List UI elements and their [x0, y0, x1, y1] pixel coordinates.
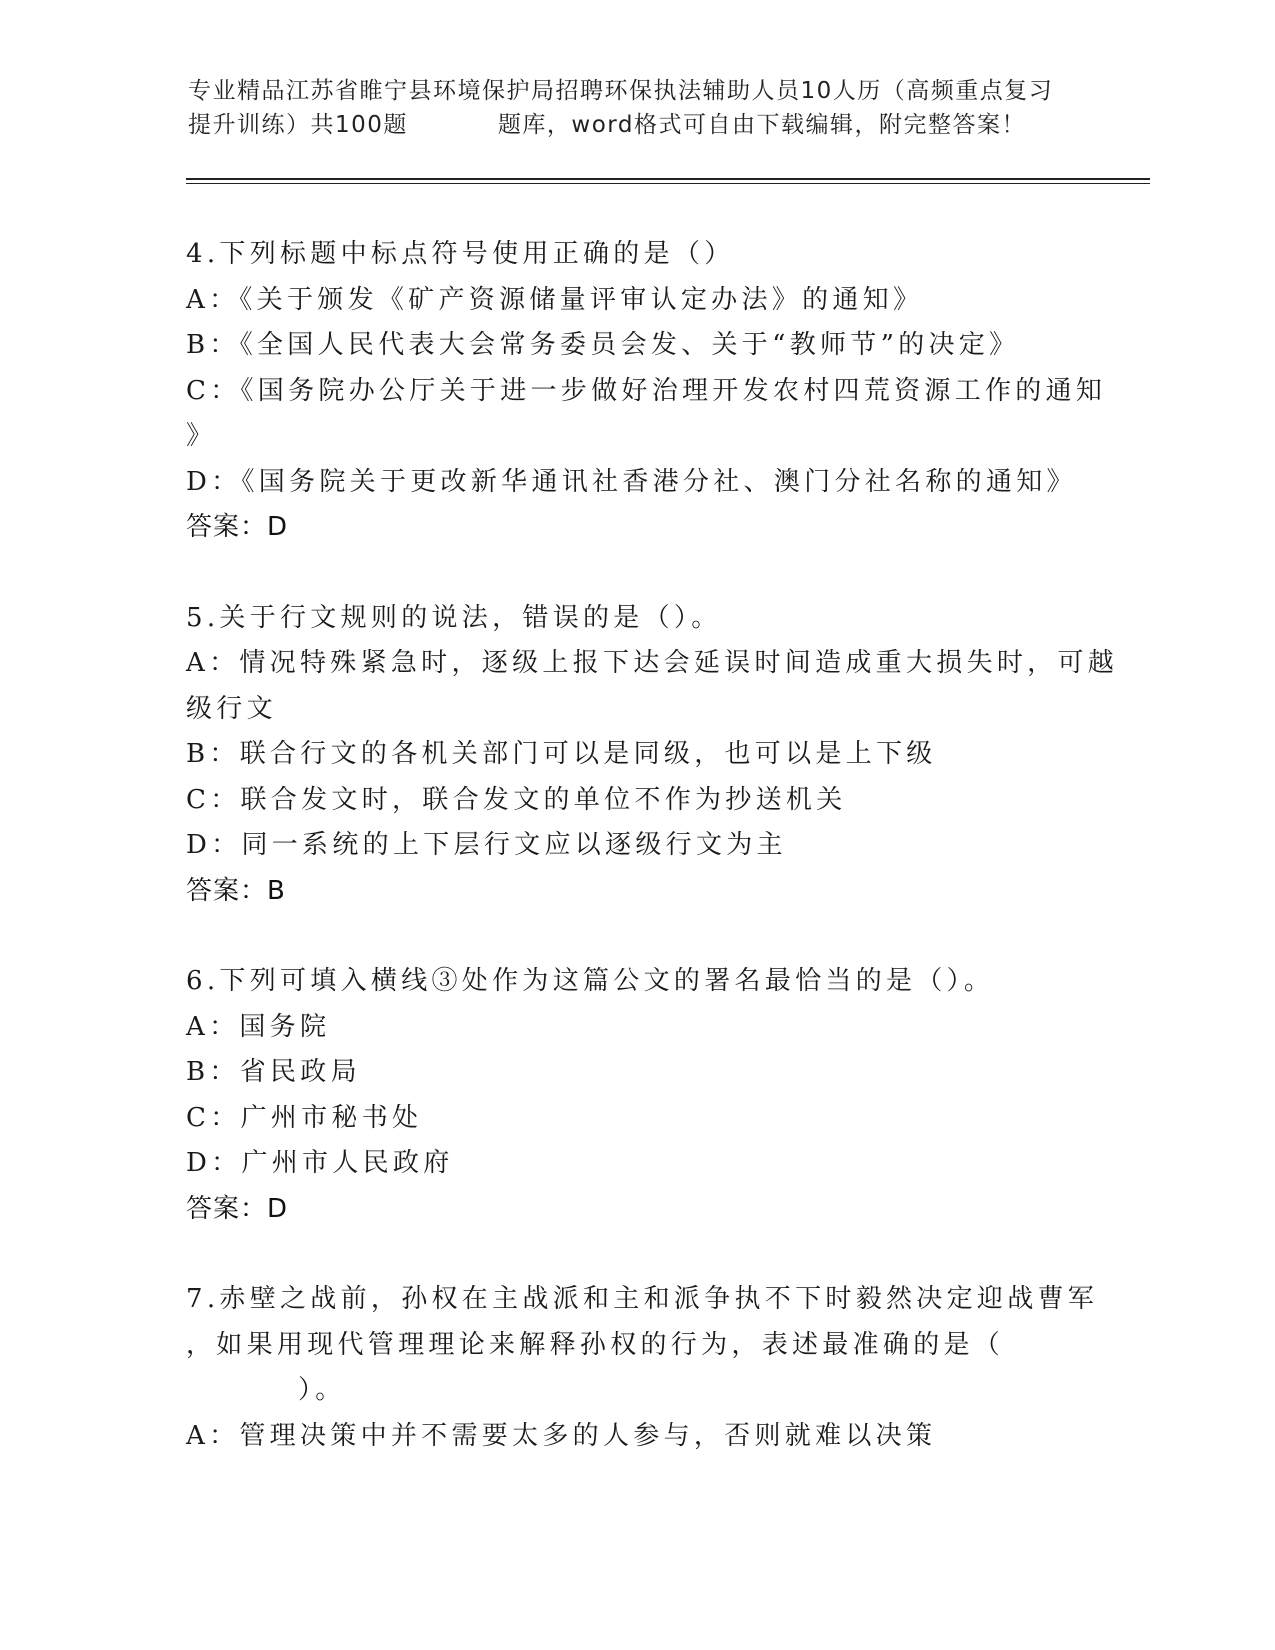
question-stem-blank-close: ）。	[298, 1375, 346, 1405]
question-stem-continuation: ，如果用现代管理理论来解释孙权的行为，表述最准确的是（	[186, 1329, 1005, 1360]
header-line-2-part-b: 题库，word格式可自由下载编辑，附完整答案！	[497, 112, 1026, 138]
question-4	[186, 232, 1107, 551]
header-rule-thin	[186, 183, 1150, 184]
document-header	[188, 74, 1088, 142]
question-stem: 5.关于行文规则的说法，错误的是（）。	[186, 602, 722, 633]
answer-label: 答案：B	[186, 875, 286, 906]
option-d: D：广州市人民政府	[186, 1148, 454, 1178]
answer-label: 答案：D	[186, 1193, 289, 1224]
option-a: A：情况特殊紧急时，逐级上报下达会延误时间造成重大损失时，可越	[186, 648, 1119, 678]
question-stem: 7.赤壁之战前，孙权在主战派和主和派争执不下时毅然决定迎战曹军	[186, 1284, 1099, 1314]
option-d: D：《国务院关于更改新华通讯社香港分社、澳门分社名称的通知》	[186, 466, 1077, 497]
header-rule-thick	[186, 178, 1150, 180]
option-c: C：《国务院办公厅关于进一步做好治理开发农村四荒资源工作的通知	[186, 375, 1107, 406]
question-stem: 4.下列标题中标点符号使用正确的是（）	[186, 239, 735, 269]
option-d: D：同一系统的上下层行文应以逐级行文为主	[186, 830, 787, 860]
question-stem: 6.下列可填入横线③处作为这篇公文的署名最恰当的是（）。	[186, 966, 995, 996]
question-list	[186, 232, 1119, 1504]
option-a: A：管理决策中并不需要太多的人参与，否则就难以决策	[186, 1420, 937, 1451]
header-line-1: 专业精品江苏省睢宁县环境保护局招聘环保执法辅助人员10人历（高频重点复习	[188, 78, 1054, 104]
option-c: C：广州市秘书处	[186, 1102, 423, 1133]
option-b: B：省民政局	[186, 1057, 361, 1087]
answer-label: 答案：D	[186, 512, 289, 542]
option-a: A：《关于颁发《矿产资源储量评审认定办法》的通知》	[186, 284, 924, 315]
option-a: A：国务院	[186, 1011, 331, 1042]
question-6	[186, 959, 1086, 1232]
option-a-continuation: 级行文	[186, 693, 277, 724]
option-b: B：联合行文的各机关部门可以是同级，也可以是上下级	[186, 739, 937, 769]
header-line-2	[188, 108, 1088, 142]
option-c-continuation: 》	[186, 421, 217, 451]
option-b: B：《全国人民代表大会常务委员会发、关于“教师节”的决定》	[186, 330, 1020, 360]
header-line-2-part-a: 提升训练）共100题	[188, 112, 408, 138]
question-5	[186, 596, 1119, 915]
option-c: C：联合发文时，联合发文的单位不作为抄送机关	[186, 784, 847, 815]
question-7	[186, 1277, 1099, 1459]
